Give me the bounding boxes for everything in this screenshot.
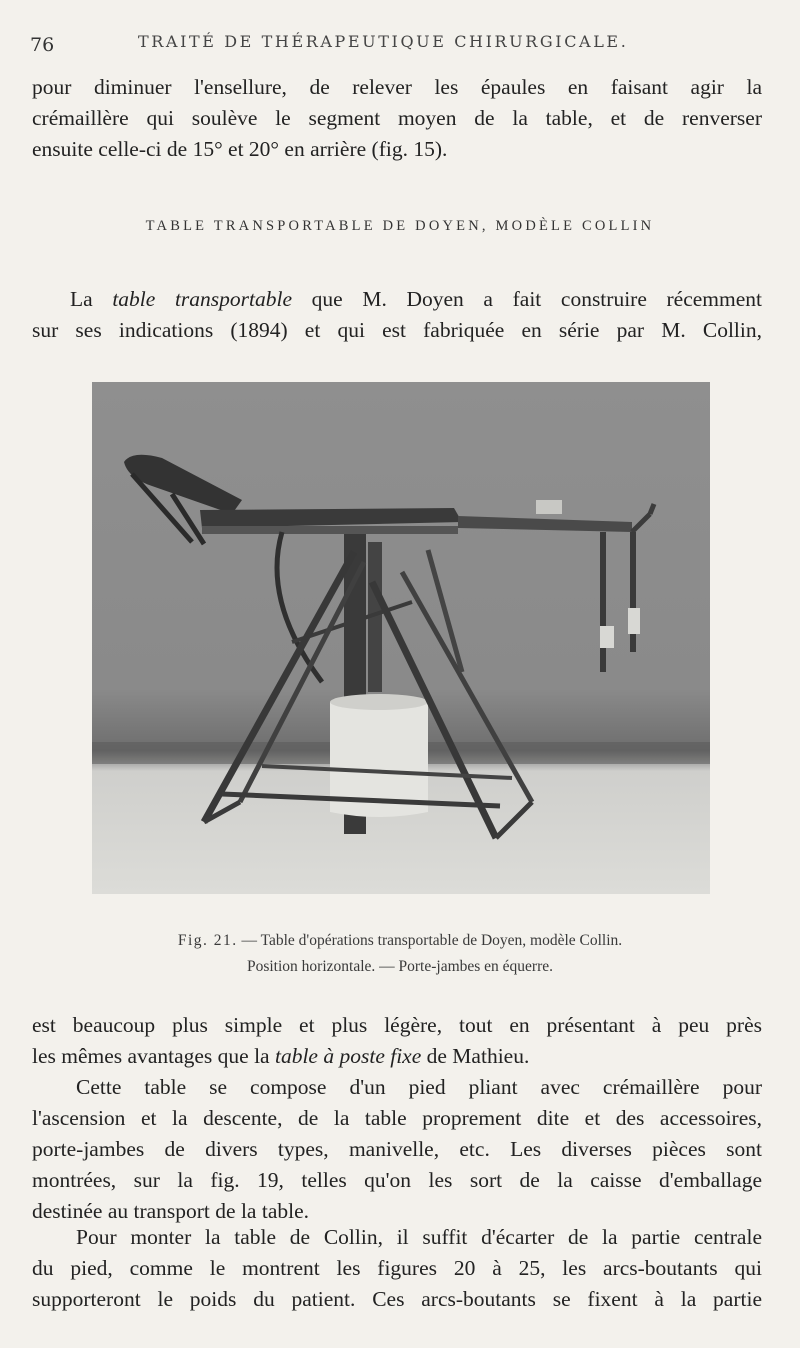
leg-extension: [458, 516, 632, 532]
text-run: que M. Doyen a fait construire récemment: [292, 287, 763, 311]
text-line: du pied, comme le montrent les figures 20 à 25, les arcs-boutants qui: [32, 1256, 762, 1280]
running-head: [30, 28, 770, 58]
italic-term: table à poste fixe: [274, 1044, 422, 1068]
paragraph-2: [32, 284, 762, 346]
foot-brace-right: [496, 802, 532, 838]
leg-holder-rod-left: [600, 532, 606, 672]
text-line: sur ses indications (1894) et qui est fabriquée en série par M. Collin,: [32, 318, 762, 342]
text-run: La: [70, 287, 113, 311]
text-line: supporteront le poids du patient. Ces arcs-boutants se fixent à la partie: [32, 1287, 762, 1311]
text-line: ensuite celle-ci de 15° et 20° en arrière (fig. 15).: [32, 137, 448, 161]
text-line: est beaucoup plus simple et plus légère, tout en présentant à peu près: [32, 1013, 762, 1037]
text-line: [32, 284, 762, 315]
text-line: crémaillère qui soulève le segment moyen de la table, et de renverser: [32, 106, 762, 130]
paragraph-4: [32, 1072, 762, 1227]
tabletop-edge: [202, 526, 458, 534]
text-run: de Mathieu.: [421, 1044, 530, 1068]
bucket-rim: [330, 694, 428, 710]
text-run: les mêmes avantages que la: [32, 1044, 275, 1068]
text-line: destinée au transport de la table.: [32, 1199, 310, 1223]
text-line: Pour monter la table de Collin, il suffit d'écarter de la partie centrale: [76, 1225, 762, 1249]
paragraph-3: [32, 1010, 762, 1072]
paragraph-1: [32, 72, 762, 165]
figure-label: Fig. 21.: [177, 932, 238, 949]
text-line: pour diminuer l'ensellure, de relever les épaules en faisant agir la: [32, 75, 762, 99]
caption-text: — Table d'opérations transportable de Doyen, modèle Collin.: [237, 932, 623, 949]
leg-holder-clip-left: [600, 626, 614, 648]
tabletop: [200, 508, 462, 528]
text-line: montrées, sur la fig. 19, telles qu'on les sort de la caisse d'emballage: [32, 1168, 762, 1192]
text-line: [32, 1041, 762, 1072]
text-line: porte-jambes de divers types, manivelle, etc. Les diverses pièces sont: [32, 1137, 762, 1161]
text-line: l'ascension et la descente, de la table proprement dite et des accessoires,: [32, 1106, 762, 1130]
page-number: 76: [30, 34, 55, 56]
paragraph-5: [32, 1222, 762, 1315]
operating-table-illustration: [92, 382, 710, 894]
caption-line: Position horizontale. — Porte-jambes en équerre.: [246, 958, 554, 975]
italic-term: table transportable: [112, 287, 293, 311]
leg-clamp: [536, 500, 562, 514]
leg-holder-arm: [632, 504, 654, 532]
figure-photograph: [92, 382, 710, 894]
rear-strut: [428, 550, 462, 672]
text-line: Cette table se compose d'un pied pliant avec crémaillère pour: [76, 1075, 762, 1099]
running-title: TRAITÉ DE THÉRAPEUTIQUE CHIRURGICALE.: [138, 32, 629, 51]
leg-holder-clip-right: [628, 608, 640, 634]
caption-line: [100, 928, 700, 954]
section-heading: TABLE TRANSPORTABLE DE DOYEN, MODÈLE COLLIN: [145, 218, 655, 234]
figure-caption: [100, 928, 700, 980]
